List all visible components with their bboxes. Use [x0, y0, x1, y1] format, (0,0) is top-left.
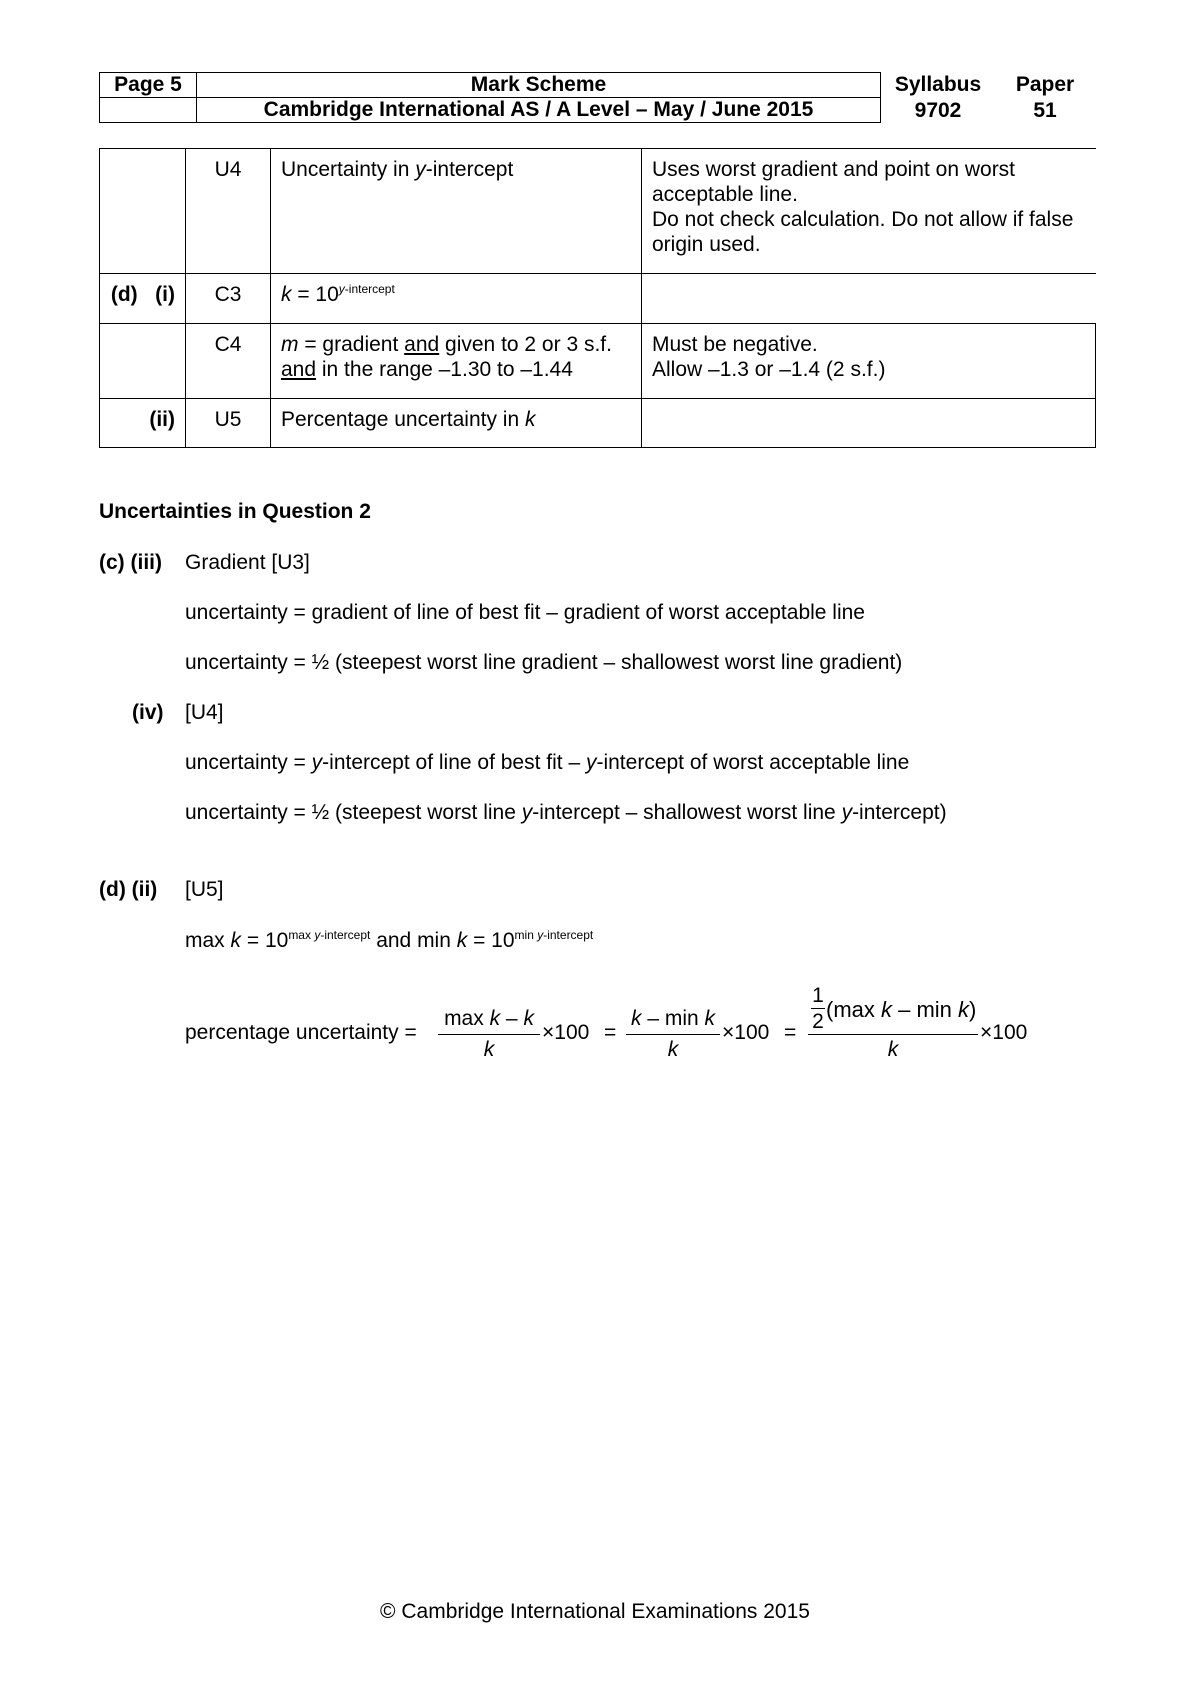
times-100: ×100 [542, 1021, 590, 1044]
formula-variable: y [311, 751, 323, 774]
document-subtitle: Cambridge International AS / A Level – May / June 2015 [197, 98, 881, 123]
equals-sign: = [784, 1021, 797, 1044]
document-title: Mark Scheme [197, 73, 881, 98]
mark-table [99, 148, 1096, 448]
formula-text: = 10 [241, 929, 289, 952]
formula-text: uncertainty = [185, 751, 312, 774]
table-row [100, 274, 1096, 324]
guidance-text: Must be negative. [652, 333, 818, 356]
formula-text: -intercept of worst acceptable line [596, 751, 910, 774]
guidance-text: Allow –1.3 or –1.4 (2 s.f.) [652, 358, 886, 381]
guidance-text: Uses worst gradient and point on worst acceptable line. [652, 158, 1016, 206]
part-title: [U4] [185, 701, 224, 724]
table-row [100, 399, 1096, 448]
formula-text: -intercept of line of best fit – [322, 751, 586, 774]
fraction1-bar [438, 1034, 540, 1035]
mark-code: U4 [186, 149, 271, 274]
superscript-text: max [288, 928, 315, 942]
part-label: (c) (iii) [99, 551, 162, 574]
formula-text: = 10 [467, 929, 515, 952]
equals-sign: = [604, 1021, 617, 1044]
underlined-and: and [281, 358, 317, 381]
part-title: Gradient [U3] [185, 551, 310, 574]
formula-line: uncertainty = gradient of line of best fit – gradient of worst acceptable line [185, 601, 865, 624]
answer-superscript [339, 282, 395, 296]
formula-variable: k [704, 1007, 716, 1030]
formula-variable: k [667, 1038, 679, 1061]
fraction2-bar [626, 1034, 720, 1035]
formula-variable: y [841, 801, 853, 824]
table-row [100, 149, 1096, 274]
formula-text: uncertainty = ½ (steepest worst line [185, 801, 522, 824]
superscript-variable: y [537, 928, 544, 942]
guidance-text: Do not check calculation. Do not allow if false origin used. [652, 208, 1074, 256]
answer-variable: m [281, 333, 299, 356]
expected-answer [271, 324, 642, 399]
mark-code: U5 [186, 399, 271, 448]
times-100: ×100 [722, 1021, 770, 1044]
answer-line [281, 357, 631, 382]
mark-code: C3 [186, 274, 271, 324]
guidance [642, 149, 1096, 274]
formula-variable: k [958, 997, 970, 1022]
half-numerator: 1 [812, 984, 824, 1007]
guidance [642, 399, 1096, 448]
formula-text: – min [641, 1007, 705, 1030]
fraction2-denominator [626, 1038, 720, 1062]
formula-variable: y [585, 751, 597, 774]
formula-text: – [500, 1007, 524, 1030]
superscript-text: -intercept [320, 928, 371, 942]
section-heading: Uncertainties in Question 2 [99, 500, 371, 523]
formula-variable: k [456, 929, 468, 952]
pct-label: percentage uncertainty = [185, 1021, 417, 1044]
answer-text: given to 2 or 3 s.f. [439, 333, 612, 356]
guidance [642, 324, 1096, 399]
header-table [99, 72, 881, 123]
formula-variable: k [523, 1007, 534, 1030]
question-part: (d) [110, 283, 138, 306]
paper-column [1000, 72, 1090, 124]
underlined-and: and [404, 333, 440, 356]
syllabus-value: 9702 [914, 99, 962, 122]
formula-variable: k [230, 929, 242, 952]
table-row [100, 324, 1096, 399]
question-cell [100, 274, 186, 324]
superscript-variable: y [314, 928, 321, 942]
answer-variable: k [524, 408, 536, 431]
fraction1-numerator [438, 1007, 540, 1031]
formula-superscript [288, 928, 370, 942]
paper-value: 51 [1033, 99, 1057, 122]
formula-text: ) [969, 997, 977, 1022]
expected-answer [271, 399, 642, 448]
part-title: [U5] [185, 878, 224, 901]
formula-line [185, 929, 593, 953]
formula-text: max [185, 929, 231, 952]
formula-variable: k [887, 1038, 899, 1061]
part-label: (d) (ii) [99, 878, 158, 901]
formula-line [185, 801, 947, 825]
formula-text: max [444, 1007, 490, 1030]
answer-text: = gradient [298, 333, 405, 356]
superscript-text: -intercept [543, 928, 594, 942]
superscript-variable: y [338, 282, 345, 296]
question-subpart: (i) [155, 283, 175, 306]
syllabus-column [888, 72, 988, 124]
answer-text: -intercept [425, 158, 514, 181]
fraction3-denominator [808, 1038, 978, 1062]
part-label: (iv) [132, 701, 164, 724]
answer-text: = 10 [291, 283, 339, 306]
question-subpart: (ii) [149, 408, 175, 431]
formula-text: (max [826, 997, 881, 1022]
formula-superscript [515, 928, 594, 942]
formula-text: -intercept) [852, 801, 947, 824]
answer-line [281, 332, 631, 357]
formula-variable: k [881, 997, 892, 1022]
question-cell [100, 149, 186, 274]
fraction3-bar [808, 1034, 978, 1035]
formula-variable: y [521, 801, 533, 824]
header-empty-cell [100, 98, 197, 123]
mark-code: C4 [186, 324, 271, 399]
expected-answer [271, 149, 642, 274]
question-cell [100, 324, 186, 399]
half-denominator: 2 [812, 1010, 824, 1033]
page-number: Page 5 [100, 73, 197, 98]
formula-line [185, 751, 909, 775]
formula-variable: k [489, 1007, 501, 1030]
answer-text: Uncertainty in [281, 158, 416, 181]
formula-line: uncertainty = ½ (steepest worst line gradient – shallowest worst line gradient) [185, 651, 903, 674]
formula-text: -intercept – shallowest worst line [532, 801, 842, 824]
formula-text: and min [370, 929, 457, 952]
fraction2-numerator [626, 1007, 720, 1031]
copyright-footer: © Cambridge International Examinations 2015 [380, 1600, 810, 1623]
question-cell [100, 399, 186, 448]
times-100: ×100 [980, 1021, 1028, 1044]
fraction3-numerator [826, 997, 976, 1023]
paper-label: Paper [1015, 73, 1075, 96]
fraction1-denominator [438, 1038, 540, 1062]
half-bar [811, 1008, 825, 1009]
answer-text: Percentage uncertainty in [281, 408, 525, 431]
answer-variable: k [281, 283, 292, 306]
formula-variable: k [630, 1007, 642, 1030]
answer-text: in the range –1.30 to –1.44 [316, 358, 573, 381]
formula-variable: k [483, 1038, 495, 1061]
formula-text: – min [892, 997, 959, 1022]
answer-variable: y [415, 158, 426, 181]
expected-answer [271, 274, 642, 324]
superscript-text: -intercept [344, 282, 395, 296]
superscript-text: min [514, 928, 538, 942]
syllabus-label: Syllabus [894, 73, 982, 96]
guidance [642, 274, 1096, 324]
